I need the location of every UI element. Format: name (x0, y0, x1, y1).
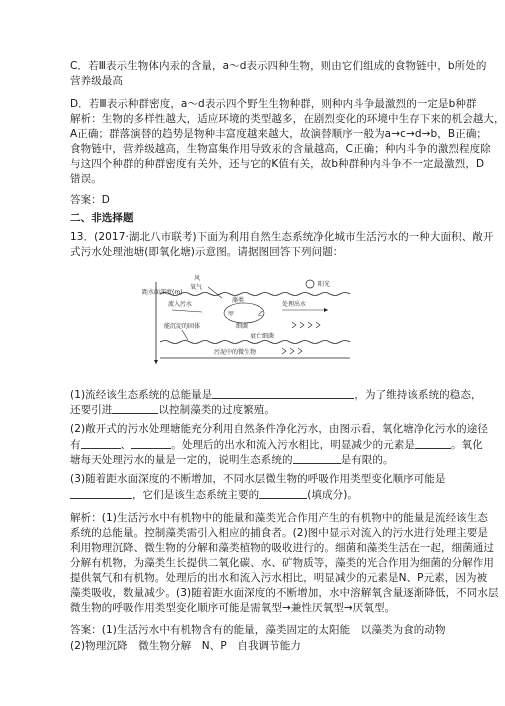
q1-blank-1[interactable] (212, 388, 354, 399)
q2-line-3 (70, 453, 442, 467)
analysis-line-2: 系统的总能量。控制藻类需引入相应的捕食者。(2)图中显示对流入的污水进行处理主要是 (70, 527, 488, 539)
outflow-arrowhead (324, 308, 328, 312)
q3-text-c: (填成分)。 (307, 489, 358, 501)
q2-text-c: 、 (120, 439, 132, 451)
water-surface (160, 293, 350, 296)
q3-text-b: ，它们是该生态系统主要的 (132, 489, 260, 501)
answer-part-2: (2)物理沉降 微生物分解 N、P 自我调节能力 (70, 640, 301, 652)
q2-blank-1[interactable] (81, 438, 121, 449)
label-b: 乙 (258, 311, 265, 318)
option-d-line: D．若Ⅲ表示种群密度，a～d表示四个野生生物种群，则种内斗争最激烈的一定是b种群 (70, 98, 477, 110)
wind-label: 风 (194, 275, 201, 282)
settling-arrow (182, 330, 188, 340)
explanation-line-1: 解析：生物的多样性越大，适应环境的类型越多，在剧烈变化的环境中生存下来的机会越大， (70, 113, 505, 125)
q3-line-1: (3)随着距水面深度的不断增加，不同水层微生物的呼吸作用类型变化顺序可能是 (70, 473, 446, 485)
analysis-line-6: 藻类吸收，数量减少。(3)随着距水面深度的不断增加，水中溶解氧含量逐渐降低，不同水层 (70, 587, 499, 599)
sunlight-label: 阳光 (318, 281, 331, 288)
option-c-line-1: C．若Ⅲ表示生物体内汞的含量，a～d表示四种生物，则由它们组成的食物链中，b所处的 (70, 60, 487, 72)
q1-text-a: (1)流经该生态系统的总能量是 (70, 389, 213, 401)
inflow-label: 流入污水 (168, 301, 193, 308)
q2-text-g: 是有限的。 (340, 454, 394, 466)
answer-part-1: 答案：(1)生活污水中有机物含有的能量，藻类固定的太阳能 以藻类为食的动物 (70, 624, 446, 636)
section-heading: 二、非选择题 (70, 212, 134, 224)
label-a: 甲 (228, 311, 235, 318)
q2-text-b: 有 (70, 439, 81, 451)
outflow-label: 处理出水 (282, 301, 307, 308)
q2-text-d: 。处理后的出水和流入污水相比，明显减少的元素是 (171, 439, 416, 451)
q2-blank-4[interactable] (293, 453, 341, 464)
analysis-line-5: 提供氧气和有机物。处理后的出水和流入污水相比，明显减少的元素是N、P元素，因为被 (70, 572, 488, 584)
q1-text-b: ，为了维持该系统的稳态， (354, 389, 482, 401)
inflow-arrow (172, 310, 202, 312)
q1-text-d: 以控制藻类的过度繁殖。 (158, 404, 276, 416)
q2-text-f: 塘每天处理污水的量是一定的，说明生态系统的 (70, 454, 293, 466)
analysis-line-1: 解析：(1)生活污水中有机物中的能量和藻类光合作用产生的有机物中的能量是流经该生态 (70, 512, 488, 524)
explanation-line-3: 食物链中，营养级越高，生物富集作用导致汞的含量越高，C正确；种内斗争的激烈程度除 (70, 143, 491, 155)
answer-line: 答案：D (70, 194, 110, 206)
explanation-line-2: A正确；群落演替的趋势是物种丰富度越来越大，故演替顺序一般为a→c→d→b，B正确； (70, 128, 488, 140)
question-13-line-2: 式污水处理池塘(即氧化塘)示意图。请据图回答下列问题： (70, 246, 344, 258)
q1-line-2 (70, 403, 442, 417)
q2-line-1: (2)敞开式的污水处理塘能充分利用自然条件净化污水，由图示看，氧化塘净化污水的途径 (70, 423, 488, 435)
depth-axis-label: 距水面深度(m) (142, 289, 183, 296)
question-13-line-1: 13．(2017·湖北八市联考)下面为利用自然生态系统净化城市生活污水的一种大面积、敞开 (70, 231, 494, 243)
option-c-line-2: 营养级最高 (70, 75, 123, 87)
sun-icon (306, 280, 314, 288)
algae-label: 藻类 (232, 297, 245, 304)
q2-line-2 (70, 438, 483, 452)
settling-solids-label: 能沉淀的固体 (164, 323, 201, 330)
q2-blank-3[interactable] (415, 438, 451, 449)
analysis-line-3: 利用物理沉降、微生物的分解和藻类植物的吸收进行的。细菌和藻类生活在一起，细菌通过 (70, 542, 494, 554)
sediment-surface (160, 341, 350, 344)
q1-text-c: 还要引进 (70, 404, 113, 416)
oxidation-pond-diagram (132, 272, 352, 368)
oxygen-arrow (208, 287, 222, 298)
q3-blank-2[interactable] (259, 488, 307, 499)
q3-blank-1[interactable] (70, 488, 132, 499)
dead-bacteria-label: 衰亡细菌 (250, 333, 275, 340)
explanation-line-5: 错误。 (70, 173, 102, 185)
pond-diagram-svg (132, 272, 352, 368)
depth-axis-arrow (154, 360, 158, 364)
analysis-line-7: 微生物的呼吸作用类型变化顺序可能是需氧型→兼性厌氧型→厌氧型。 (70, 602, 396, 614)
q2-text-e: 。氧化 (451, 439, 483, 451)
q2-blank-2[interactable] (131, 438, 171, 449)
bacteria-label: 细菌 (236, 323, 249, 330)
oxygen-label: 氧气 (190, 284, 203, 291)
explanation-line-4: 与这四个种群的种群密度有关外，还与它的K值有关，故b种群种内斗争不一定最激烈，D (70, 158, 485, 170)
q1-line-1 (70, 388, 482, 402)
sludge-microbes-label: 污泥中的微生物 (214, 349, 257, 356)
analysis-line-4: 分解有机物，为藻类生长提供二氧化碳、水、矿物质等，藻类的光合作用为细菌的分解作用 (70, 557, 494, 569)
sludge-chevrons (282, 348, 302, 354)
water-flow-chevrons (292, 322, 320, 328)
q3-line-2 (70, 488, 442, 502)
q1-blank-2[interactable] (112, 403, 158, 414)
